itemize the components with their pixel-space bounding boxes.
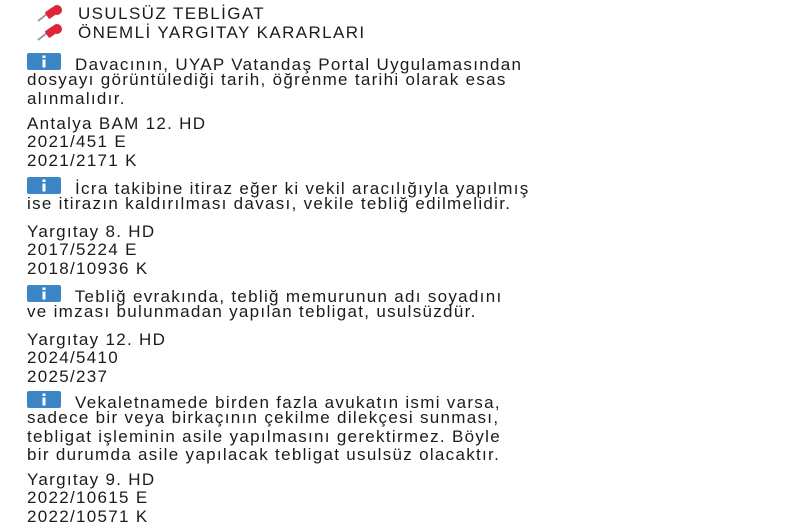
summary-line: sadece bir veya birkaçının çekilme dilekçesi sunması, — [27, 408, 500, 428]
court-name: Yargıtay 8. HD — [27, 222, 156, 241]
esas-number: 2017/5224 E — [27, 240, 138, 260]
info-icon — [27, 177, 61, 194]
summary-line: Davacının, UYAP Vatandaş Portal Uygulamasından — [75, 55, 523, 74]
info-icon — [27, 53, 61, 70]
info-icon — [27, 391, 61, 408]
court-name: Yargıtay 12. HD — [27, 330, 167, 349]
summary-line: İcra takibine itiraz eğer ki vekil aracılığıyla yapılmış — [75, 179, 530, 198]
summary-line: ise itirazın kaldırılması davası, vekile tebliğ edilmelidir. — [27, 194, 512, 214]
pushpin-icon — [32, 5, 66, 23]
summary-line: Tebliğ evrakında, tebliğ memurunun adı soyadını — [74, 287, 503, 306]
case-ref-4 — [27, 471, 155, 526]
esas-number: 2024/5410 — [27, 348, 120, 368]
esas-number: 2022/10615 E — [27, 488, 149, 508]
summary-line: tebligat işleminin asile yapılmasını gerektirmez. Böyle — [27, 426, 502, 446]
case-ref-2 — [27, 223, 155, 278]
karar-number: 2022/10571 K — [27, 506, 149, 526]
entry-summary-3 — [27, 285, 502, 322]
summary-line: alınmalıdır. — [27, 88, 126, 108]
header-title-text-1: USULSÜZ TEBLİGAT — [78, 4, 266, 23]
entry-summary-4 — [27, 391, 501, 465]
summary-line: Vekaletnamede birden fazla avukatın ismi varsa, — [75, 393, 501, 412]
karar-number: 2018/10936 K — [27, 258, 149, 278]
entry-summary-1 — [27, 53, 522, 108]
karar-number: 2025/237 — [27, 366, 109, 386]
summary-line: dosyayı görüntülediği tarih, öğrenme tarihi olarak esas — [27, 70, 507, 90]
court-name: Antalya BAM 12. HD — [27, 114, 207, 133]
summary-line: ve imzası bulunmadan yapılan tebligat, usulsüzdür. — [27, 302, 477, 322]
case-ref-1 — [27, 115, 206, 170]
case-ref-3 — [27, 331, 166, 386]
header-title-1 — [32, 5, 265, 23]
pushpin-icon — [32, 24, 66, 42]
entry-summary-2 — [27, 177, 530, 214]
esas-number: 2021/451 E — [27, 132, 127, 152]
header-title-2 — [32, 24, 366, 42]
info-icon — [27, 285, 61, 302]
court-name: Yargıtay 9. HD — [27, 470, 156, 489]
karar-number: 2021/2171 K — [27, 150, 138, 170]
summary-line: bir durumda asile yapılacak tebligat usulsüz olacaktır. — [27, 445, 501, 465]
header-title-text-2: ÖNEMLİ YARGITAY KARARLARI — [78, 23, 366, 42]
